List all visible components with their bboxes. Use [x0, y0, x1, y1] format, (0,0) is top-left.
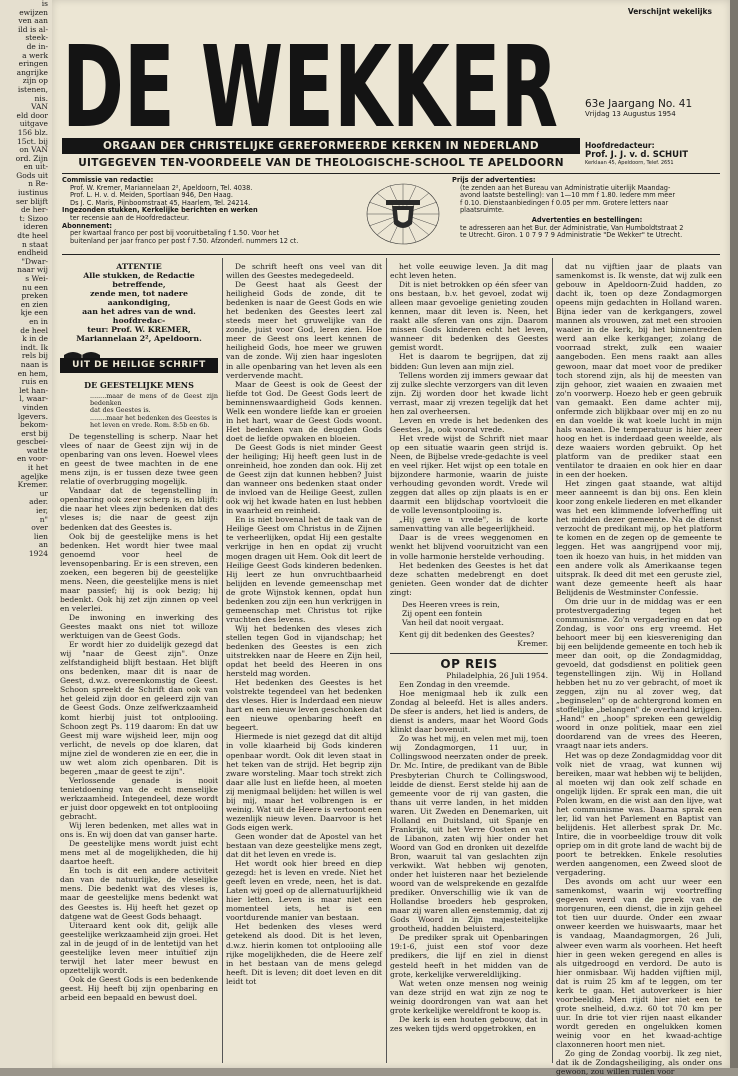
paragraph: Vandaar dat de tegenstelling in openbaring ook zeer scherp is, en blijft: die naar het vlees zijn bedenken dat des vleses is; die naar de geest zijn bedenken dat des Geestes is. — [60, 486, 218, 532]
article-divider — [390, 653, 548, 654]
paragraph: De geestelijke mens wordt juist echt mens met al de mogelijkheden, die hij daartoe heeft. — [60, 839, 218, 867]
adjacent-page-line: en hem, — [17, 368, 48, 378]
paragraph: Het wordt ook hier breed en diep gezegd: het is leven en vrede. Niet het geeft leven en vrede, neen, het is dat. Laten wij goed op de allernatuurlijkheid hier letten. Leven is maar niet een momenteel iets, het is een voortdurende manier van bestaan. — [226, 859, 382, 923]
adjacent-page-line: a werk — [22, 50, 48, 60]
attention-notice — [60, 262, 218, 343]
paragraph: Zo was het mij, en velen met mij, toen wij Zondagmorgen, 11 uur, in Collingswood neerzaten onder de preek. Dr. Mc. Intire, de predikant van de Bible Presbyterian Church te Collingswood, leidde de dienst. Eerst stelde hij aan de gemeente voor de rij van gasten, die thans uit verre landen, in het midden waren. Uit Zweden en Denemarken, uit Holland en Duitsland, uit Spanje en Frankrijk, uit het Verre Oosten en van de Libanon, zaten wij hier onder het Woord van God en dronken uit dezelfde Bron, waaruit tal van geslachten zijn verkwikt. Wat hebben wij genoten, onder het luisteren naar het bezielende woord van de welsprekende en gezalfde prediker. Onverschillig wie ik van de Hollandse broeders heb gesproken, maar zij waren allen eenstemmig, dat zij Gods Woord in Zijn majesteitelijke grootheid, hadden beluisterd. — [390, 734, 548, 934]
ad-orders-line: te Utrecht. Giron. 1 0 7 9 7 9 Administratie "De Wekker" te Utrecht. — [460, 231, 683, 240]
attention-line: zende men, tot nadere aankondiging, — [90, 289, 188, 307]
adjacent-page-line: VAN — [31, 102, 48, 112]
paragraph: Het is daarom te begrijpen, dat zij bidden: Gun leven aan mijn ziel. — [390, 352, 548, 371]
column-rule — [386, 258, 387, 1063]
masthead — [62, 28, 562, 138]
adjacent-page-line: "Dwar- — [21, 256, 48, 266]
paragraph: Wat weten onze mensen nog weinig van deze strijd en wat zijn ze nog te weinig doordrongen van wat aan het grote kerkelijke wereldfront te koop is. — [390, 978, 548, 1015]
column-2 — [226, 262, 382, 986]
adjacent-page-line: erst bij — [21, 428, 48, 438]
adjacent-page-line: de in- — [26, 41, 48, 51]
adjacent-page-line: 15ct. bij — [16, 136, 48, 146]
closing-question: Kent gij dit bedenken des Geestes? — [399, 629, 535, 639]
paragraph: Uiteraard kent ook dit, gelijk alle geestelijke werkzaamheid zijn groei. Het zal in de jeugd of in de lentetijd van het geestelijke leven meer intuïtief zijn terwijl het later meer bewust en opzettelijk wordt. — [60, 920, 218, 975]
epigraph-line: dat des Geestes is. — [90, 406, 151, 415]
adjacent-page-line: ser blijft — [16, 196, 48, 206]
travel-dateline: Philadelphia, 26 Juli 1954. — [446, 671, 548, 681]
ad-orders-label: Advertenties en bestellingen: — [531, 215, 643, 224]
newspaper-page — [52, 0, 730, 1076]
adjacent-page-line: an — [38, 540, 48, 550]
adjacent-page-strip — [0, 0, 53, 1068]
adjacent-page-line: ord. Zijn — [15, 153, 48, 163]
header-divider — [62, 173, 720, 174]
scripture-section-header — [60, 349, 218, 375]
adjacent-page-line: eringen — [18, 59, 48, 69]
subscription-line: buitenland per jaar franco per post f 7.50. Afzonderl. nummers 12 ct. — [70, 236, 299, 245]
adjacent-page-line: endheid — [17, 248, 48, 258]
advertising-info — [452, 177, 722, 240]
adjacent-page-line: lgevers. — [17, 411, 48, 421]
paragraph: Wij het bedenken des vleses zich stellen tegen God in vijandschap; het bedenken des Geestes is een zich uitstrekken naar de Heere en Zijn heil, opdat het beeld des Heeren in ons hersteld mag worden. — [226, 623, 382, 679]
adjacent-page-line: is — [41, 0, 48, 8]
adjacent-page-line: ader. — [29, 497, 48, 507]
newspaper-title: DE WEKKER — [62, 28, 558, 138]
adjacent-page-line: angrijke — [16, 67, 48, 77]
paragraph: Zo ging de Zondag voorbij. Ik zeg niet, dat ik de Zondagsheiliging, als onder ons gewoon, zou willen ruilen voor — [556, 1049, 722, 1076]
paragraph: Dit is niet betrokken op één sfeer van ons bestaan, b.v. het gevoel, zodat wij alleen maar gevoelige genieting zouden kennen, maar dit leven is. Neen, het raakt alle sferen van ons zijn. Daarom missen Gods kinderen echt het leven, wanneer dit bedenken des Geestes gemist wordt. — [390, 280, 548, 353]
adjacent-page-line: lien — [33, 531, 48, 541]
frequency-note: Verschijnt wekelijks — [627, 7, 712, 16]
paragraph: Des avonds om acht uur weer een samenkomst, waarin wij voortreffing gegeven werd van de preek van de morgenuren, een dienst, die in zijn geheel tot tien uur duurde. Onder een zwaar onweer keerden we huiswaarts, maar het is vandaag, Maandagmorgen, 26 Juli, alweer even warm als voorheen. Het heeft hier in geen weken geregend en alles is als uitgedroogd en verdord. De auto is hier onmisbaar. Wij hadden vijftien mijl, dat is ruim 25 km af te leggen, om ter kerk te gaan. Het autoverkeer is hier voorbeeldig. Men rijdt hier niet een te grote snelheid, d.w.z. 60 tot 70 km per uur. In drie tot vier rijen naast elkander wordt gereden en ongelukken komen weinig voor en het kwaad-achtige claxonneren hoort men niet. — [556, 877, 722, 1050]
adjacent-page-line: en voor- — [16, 454, 48, 464]
paragraph: „Hij geve u vrede", is de korte samenvatting van alle begeerlijkheid. — [390, 515, 548, 534]
adjacent-page-line: iustinus — [18, 188, 48, 198]
paragraph: Het bedenken des Geestes is het volstrekte tegendeel van het bedenken des vleses. Hier is Inderdaad een nieuw hart en een nieuw leven geschonken dat een nieuwe openbaring heeft en begeert. — [226, 678, 382, 733]
adjacent-page-line: dte heel — [17, 231, 48, 241]
paragraph: De Geest Gods is niet minder Geest der heiliging; Hij heeft geen lust in de onreinheid, hoe zonden dan ook. Hij zet de Geest zijn dat kunnen hebben? Juist dan wanneer ons bedenken staat onder de invloed van de Heilige Geest, zullen ook wij het kwade haten en lust hebben in waarheid en reinheid. — [226, 442, 382, 516]
adjacent-page-line: ild is al- — [17, 24, 48, 34]
editorial-info — [62, 177, 352, 245]
paragraph: dat nu vijftien jaar de plaats van samenkomst is. Ik wenste, dat wij zulk een gebouw in Apeldoorn-Zuid hadden, zo dacht ik, toen op deze Zondagmorgen opeens mijn gedachten in Holland waren. Bijna ieder van de kerkgangers, zowel mannen als vrouwen, zat met een strooien waaier in de kerk, bij het binnentreden werd aan elke kerkganger, zolang de voorraad strekt, zulk een waaier aangeboden. Een mens raakt aan alles gewoon, maar dat moet voor de prediker toch storend zijn, als hij de meesten van zijn gehoor, ziet waaien en zwaaien met zo'n voorwerp. Hoezo heb er geen gebruik van gemaakt. Een dame achter mij, onfermde zich blijkbaar over mij en zo nu en dan voelde ik wat koele lucht in mijn hals waaien. De temperatuur is hier zeer hoog en het is inderdaad geen weelde, als deze waaiers worden gebruikt. Op het platform van de prediker staat een ventilator te draaien en ook hier en daar in een der hoeken. — [556, 262, 722, 480]
adjacent-page-line: de heel — [20, 325, 48, 335]
scripture-banner: UIT DE HEILIGE SCHRIFT — [60, 358, 218, 373]
ad-price-label: Prijs der advertenties: — [452, 176, 536, 184]
adjacent-page-line: n" — [39, 514, 48, 524]
article-body — [390, 262, 548, 597]
adjacent-page-line: bekom- — [20, 420, 48, 430]
ad-price-line: plaatsruimte. — [460, 206, 505, 215]
adjacent-page-line: k in de — [22, 334, 48, 344]
paragraph: Wij leren bedenken, met alles wat in ons is. En wij doen dat van ganser harte. — [60, 821, 218, 840]
paragraph: Hiermede is niet gezegd dat dit altijd in volle klaarheid bij Gods kinderen openbaar wordt. Ook dit leven staat in het teken van de strijd. Het begrip zijn zware worsteling. Maar toch strekt zich daar alle lust en liefde heen, al moeten zij menigmaal belijden: het willen is wel bij mij, maar het volbrengen is er weinig. Wat uit de Heere is vertoont een wezenlijk nieuw leven. Daarvoor is het Gods eigen werk. — [226, 732, 382, 832]
adjacent-page-line: zijn op — [22, 76, 48, 86]
column-rule — [552, 258, 553, 1063]
paragraph: Daar is de vrees weggenomen en wenkt het blijvend vooruitzicht van een in volle harmonie herstelde verhouding. — [390, 533, 548, 561]
author-signature: Kremer. — [517, 638, 548, 648]
article-body — [556, 262, 722, 1076]
paragraph: Leven en vrede is het bedenken des Geestes. Ja, ook vooral vrede. — [390, 415, 548, 434]
adjacent-page-line: en in — [29, 316, 48, 326]
column-4 — [556, 262, 722, 1076]
paragraph: Hoe menigmaal heb ik zulk een Zondag al beleefd. Het is alles anders. De sfeer is anders, het lied is anders, de dienst is anders, maar het Woord Gods klinkt daar bovenuit. — [390, 689, 548, 735]
school-emblem-icon — [362, 178, 444, 246]
poem-line: Zij opent een fontein — [402, 608, 483, 618]
organ-banner: ORGAAN DER CHRISTELIJKE GEREFORMEERDE KERKEN IN NEDERLAND — [62, 138, 580, 154]
adjacent-page-line: de her- — [20, 205, 48, 215]
column-1 — [60, 262, 218, 1002]
committee-list — [62, 185, 352, 208]
adjacent-page-line: indt. Ik — [20, 342, 48, 352]
adjacent-page-line: naar wij — [17, 265, 48, 275]
adjacent-page-line: uitgave — [19, 119, 48, 129]
adjacent-page-line: t: Sizoo — [19, 213, 48, 223]
travel-article-title: OP REIS — [440, 656, 498, 671]
subscription-line: per kwartaal franco per post bij vooruitbetaling f 1.50. Voor het — [70, 229, 280, 238]
adjacent-page-line: ewijzen — [19, 7, 48, 17]
adjacent-page-text — [0, 0, 52, 559]
epigraph — [60, 393, 218, 429]
adjacent-page-line: en zien — [20, 299, 48, 309]
content-divider — [62, 254, 720, 255]
ad-price-text — [452, 185, 722, 215]
issue-date: Vrijdag 13 Augustus 1954 — [585, 110, 676, 118]
committee-label: Commissie van redactie: — [62, 176, 154, 184]
epigraph-line: het leven en vrede. Rom. 8:5b en 6b. — [90, 420, 210, 429]
attention-title: ATTENTIE — [116, 262, 162, 271]
paragraph: De Geest haat als Geest der heiligheid Gods de zonde, dit te bedenken is naar de Geest Gods en wie het bedenken des Geestes leert zal steeds meer het gruwelijke van de zonde, juist voor God, leren zien. Hoe meer de Geest ons leert kennen de heiligheid Gods, hoe meer we gruwen van de zonde. Wij zien haar ingesloten in alle openbaring van het leven als een verdervende macht. — [226, 280, 382, 380]
epigraph-line: ........maar het bedenken des Geestes is — [90, 413, 218, 422]
adjacent-page-line: ur — [39, 488, 48, 498]
column-rule — [222, 258, 223, 1063]
adjacent-page-line: en uit- — [23, 162, 48, 172]
paragraph: De tegenstelling is scherp. Naar het vlees of naar de Geest zijn wij in de openbaring van ons leven. Hoewel vlees en geest de twee machten in de ene mens zijn, is er tussen deze twee geen relatie of overbrugging mogelijk. — [60, 432, 218, 487]
paragraph: Om drie uur in de middag was er een protestvergadering tegen het communisme. Zo'n vergadering en dat op Zondag, is voor ons erg vreemd. Het behoort meer bij een kiesvereniging dan bij een belijdende gemeente en toch heb ik meer dan ooit, op die Zondagmiddag, gevoeld, dat godsdienst en politiek geen tegenstellingen zijn. Wij in Holland hebben het nu zo ver gebracht, of moet ik zeggen, zijn nu al zover weg, dat „beginselen" op de achtergrond komen en stoffelijke „belangen" de overhand krijgen. „Hand" en „hoop" spreken een geweldig woord in onze politiek, maar een ziel doordarend van de vrees des Heeren, vraagt naar iets anders. — [556, 596, 722, 751]
subscription-label: Abonnement: — [62, 221, 113, 230]
adjacent-page-line: steek- — [25, 33, 48, 43]
adjacent-page-line: eld door — [16, 110, 48, 120]
adjacent-page-line: ageljke — [20, 471, 48, 481]
committee-member: Ds J. C. Maris, Pijnboomstraat 45, Haarlem, Tel. 24214. — [70, 198, 251, 207]
epigraph-line: ........maar de mens of de Geest zijn bedenken — [90, 392, 218, 408]
ad-orders-line: te adresseren aan het Bur. der Administratie, Van Humboldtstraat 2 — [460, 223, 684, 232]
adjacent-page-line: rels bij — [21, 351, 48, 361]
paragraph: En toch is dit een andere activiteit dan van de natuurlijke, de vleselijke mens. Die bedenkt wat des vleses is, maar de geestelijke mens bedenkt wat des Geestes is. Hij heeft het gezet op datgene wat de Geest Gods behaagt. — [60, 866, 218, 921]
adjacent-page-line: ruis en — [21, 377, 48, 387]
adjacent-page-line: ven aan — [18, 16, 48, 26]
submissions-note-2: ter recensie aan de Hoofdredacteur. — [70, 213, 190, 222]
editor-name: Prof. J. J. v. d. SCHUIT — [585, 149, 689, 160]
poem-line: Van heil dat nooit vergaat. — [402, 617, 504, 627]
adjacent-page-line: gescbei- — [16, 437, 48, 447]
column-3 — [390, 262, 548, 1033]
adjacent-page-line: Kremer. — [17, 480, 48, 490]
paragraph: Het was op deze Zondagmiddag voor dit volk niet de vraag, wat kunnen wij bereiken, maar wat hebben wij te belijden, al moeten wij dan ook zelf schade en ongelijk lijden. Er sprak een man, die uit Polen kwam, en die wist aan den lijve, wat het communisme was. Daarna sprak een ler, lid van het Parlement en Baptist van belijdenis. Het allerbest sprak Dr. Mc. Intire, die in voorbeeldige trouw dit volk opriep om in dit grote land de wacht bij de poort te betrekken. Enkele resoluties werden aangenomen, een Zweed sloot de vergadering. — [556, 750, 722, 878]
adjacent-page-line: over — [31, 523, 48, 533]
adjacent-page-line: Gods uit — [16, 170, 48, 180]
paragraph: De kerk is een houten gebouw, dat in zes weken tijds werd opgetrokken, en — [390, 1014, 548, 1033]
paragraph: Verlossende genade is nooit tenietdoening van de echt menselijke werkzaamheid. Integendeel, deze wordt er juist door opgewekt en tot ontplooiing gebracht. — [60, 775, 218, 822]
poem-line: Des Heeren vrees is rein, — [402, 599, 500, 609]
committee-member: Prof. L. H. v. d. Meiden, Sportlaan 946, Den Haag. — [70, 191, 233, 200]
adjacent-page-line: watte — [26, 445, 48, 455]
adjacent-page-line: l, waar- — [19, 394, 48, 404]
adjacent-page-line: naan is — [20, 359, 48, 369]
ad-price-line: avond laatste bestelling): van 1—10 mm f 1.80. Iedere mm meer — [460, 191, 676, 200]
attention-line: Mariannelaan 2², Apeldoorn. — [76, 334, 202, 343]
adjacent-page-line: on VAN — [19, 145, 48, 155]
poem — [390, 600, 548, 627]
paragraph: En is niet bovenal het de taak van de Heilige Geest om Christus in de Zijnen te verheerlijken, opdat Hij een gestalte verkrijge in hen en opdat zij vrucht mogen dragen uit Hem. Ook dit leert de Heilige Geest Gods kinderen bedenken. Hij leert ze hun onvruchtbaarheid belijden en levende gemeenschap met de grote Wijnstok kennen, opdat hun bedenken zou zijn een hun verkrijgen in gemeenschap met Christus tot rijke vruchten des levens. — [226, 515, 382, 624]
adjacent-page-line: it het — [27, 463, 48, 473]
adjacent-page-line: ideren — [23, 222, 48, 232]
paragraph: Er wordt hier zo duidelijk gezegd dat wij "naar de Geest zijn". Onze zelfstandigheid blijft bestaan. Het blijft ons bedenken, maar dit is naar de Geest, d.w.z. overeenkomstig de Geest. Schoon spreekt de Schrift dan ook van het geleid zijn door en geleerd zijn van de Geest Gods. Onze zelfwerkzaamheid komt hierbij juist tot ontplooiing. Schoon zegt Ps. 119 daarom: En dat uw Geest mij ware wijsheid leer, mijn oog verlicht, de nevels op doe klaren, dat mijne ziel de wonderen zie en eer, die in uw wet alom zich openbaren. Dit is begeren „maar de geest te zijn". — [60, 640, 218, 776]
adjacent-page-line: s Wei- — [25, 274, 48, 283]
article-body — [60, 432, 218, 1002]
ad-price-line: f 0.10. Dienstaanbiedingen f 0.05 per mm. Grotere letters naar — [460, 198, 669, 207]
paragraph: Een Zondag in den vreemde. — [399, 680, 511, 690]
paragraph: De prediker sprak uit Openbaringen 19:1-6, juist een stof voor deze predikers, die lijf en ziel in dienst gesteld heeft in het midden van de grote, kerkelijke verwereldlijking. — [390, 933, 548, 979]
paragraph: Maar de Geest is ook de Geest der liefde tot God. De Geest Gods leert de beminnenswaardigheid Gods kennen. Welk een wondere liefde kan er groeien in het hart, waar de Geest Gods woont. Het bedenken van de deugden Gods doet de liefde opwaken en bloeien. — [226, 379, 382, 443]
paragraph: Tellens worden zij immers gewaar dat zij zulke slechte verzorgers van dit leven zijn. Zij worden door het kwade licht verrast, maar zij vrezen tegelijk dat het hen zal overheersen. — [390, 370, 548, 416]
adjacent-page-line: 1924 — [28, 549, 48, 558]
paragraph: Ook bij de geestelijke mens is het bedenken. Het wordt hier twee maal genoemd voor heel de levensopenbaring. Er is een streven, een zoeken, een begeren bij de geestelijke mens. Neen, die geestelijke mens is niet maar passief; hij is ook bezig; hij bedenkt. Ook hij zet zijn zinnen op veel en velerlei. — [60, 531, 218, 613]
adjacent-page-line: n staat — [21, 239, 48, 249]
adjacent-page-line: n Re- — [28, 179, 48, 189]
adjacent-page-line: vinden — [22, 402, 48, 412]
adjacent-page-line: nis. — [34, 93, 48, 103]
paragraph: het volle eeuwige leven. Ja dit mag echt leven heten. — [390, 262, 548, 281]
adjacent-page-line: preken — [21, 291, 48, 301]
editor-address: Kerklaan 45, Apeldoorn, Telef. 2651 — [585, 160, 674, 166]
travel-article-body — [390, 680, 548, 1033]
ad-price-line: (te zenden aan het Bureau van Administratie uiterlijk Maandag- — [460, 183, 671, 192]
adjacent-page-line: 156 blz. — [17, 127, 48, 137]
paragraph: De inwoning en inwerking des Geestes maakt ons niet tot willoze werktuigen van de Geest Gods. — [60, 613, 218, 641]
paragraph: Het zingen gaat staande, wat altijd meer aanneemt is dan bij ons. Een klein koor zong enkele liederen en met elkander was het een klimmende lofverheffing uit het midden dezer gemeente. Na de dienst verzocht de predikant mij, op het platform te komen en de zegen op de gemeente te leggen. Het was aangrijpend voor mij, toen ik hoezo van huis, in het midden van een andere volk als Amerikaanse tegen uitsprak. Ik deed dit met een geruste ziel, want deze gemeente heeft als haar Belijdenis de Westminster Confessie. — [556, 479, 722, 597]
paragraph: Het bedenken des vleses werd getekend als dood. Dit is het leven, d.w.z. hierin komen tot ontplooiing alle rijke mogelijkheden, die de Heere zelf in het bestaan van de mens gelegd heeft. Dit is leven; dit doet leven en dit leidt tot — [226, 922, 382, 986]
paragraph: Geen wonder dat de Apostel van het bestaan van deze geestelijke mens zegt, dat dit het leven en vrede is. — [226, 831, 382, 860]
editor-in-chief — [585, 142, 688, 168]
adjacent-page-line: ier, — [36, 506, 48, 516]
attention-line: aan het adres van de wnd. hoofdredac- — [82, 307, 196, 325]
publisher-line: UITGEGEVEN TEN-VOORDEELE VAN DE THEOLOGISCHE-SCHOOL TE APELDOORN — [78, 157, 564, 169]
adjacent-page-line: let han- — [19, 385, 48, 395]
page-edge — [730, 0, 738, 1068]
article-title: DE GEESTELIJKE MENS — [84, 380, 194, 390]
submissions-note: Ingezonden stukken, Kerkelijke berichten en werken — [62, 206, 258, 215]
paragraph: Ook de Geest Gods is een bedenkende geest. Hij heeft bij zijn openbaring en arbeid een bepaald en bewust doel. — [60, 974, 218, 1002]
masthead-title-graphic — [62, 28, 562, 138]
ad-orders-text — [452, 225, 722, 240]
volume-number: 63e Jaargang No. 41 — [585, 98, 693, 110]
attention-line: Alle stukken, de Redactie betreffende, — [83, 271, 195, 289]
article-body — [226, 262, 382, 986]
attention-line: teur: Prof. W. KREMER, — [87, 325, 191, 334]
adjacent-page-line: kje een — [20, 308, 48, 318]
adjacent-page-line: nu een — [22, 282, 48, 292]
editor-label: Hoofdredacteur: — [585, 141, 655, 150]
paragraph: Het bedenken des Geestes is het dat deze schatten medebrengt en doet genieten. Geen wonder dat de dichter zingt: — [390, 560, 548, 597]
paragraph: Het vrede wijst de Schrift niet maar op een situatie waarin geen strijd is. Neen, de Bijbelse vrede-gedachte is veel en veel rijker. Het wijst op een totale en bijzondere harmonie, waarin de juiste verhouding gevonden wordt. Vrede wil zeggen dat alles op zijn plaats is en er daarmit een blijdschap voortvloeit die de volle levensontplooiing is. — [390, 433, 548, 516]
subscription-text — [62, 230, 352, 245]
paragraph: De schrift heeft ons veel van dit willen des Geestes medegedeeld. — [226, 262, 382, 281]
adjacent-page-line: istenen, — [17, 84, 48, 94]
committee-member: Prof. W. Kremer, Mariannelaan 2², Apeldoorn, Tel. 4038. — [70, 183, 253, 192]
